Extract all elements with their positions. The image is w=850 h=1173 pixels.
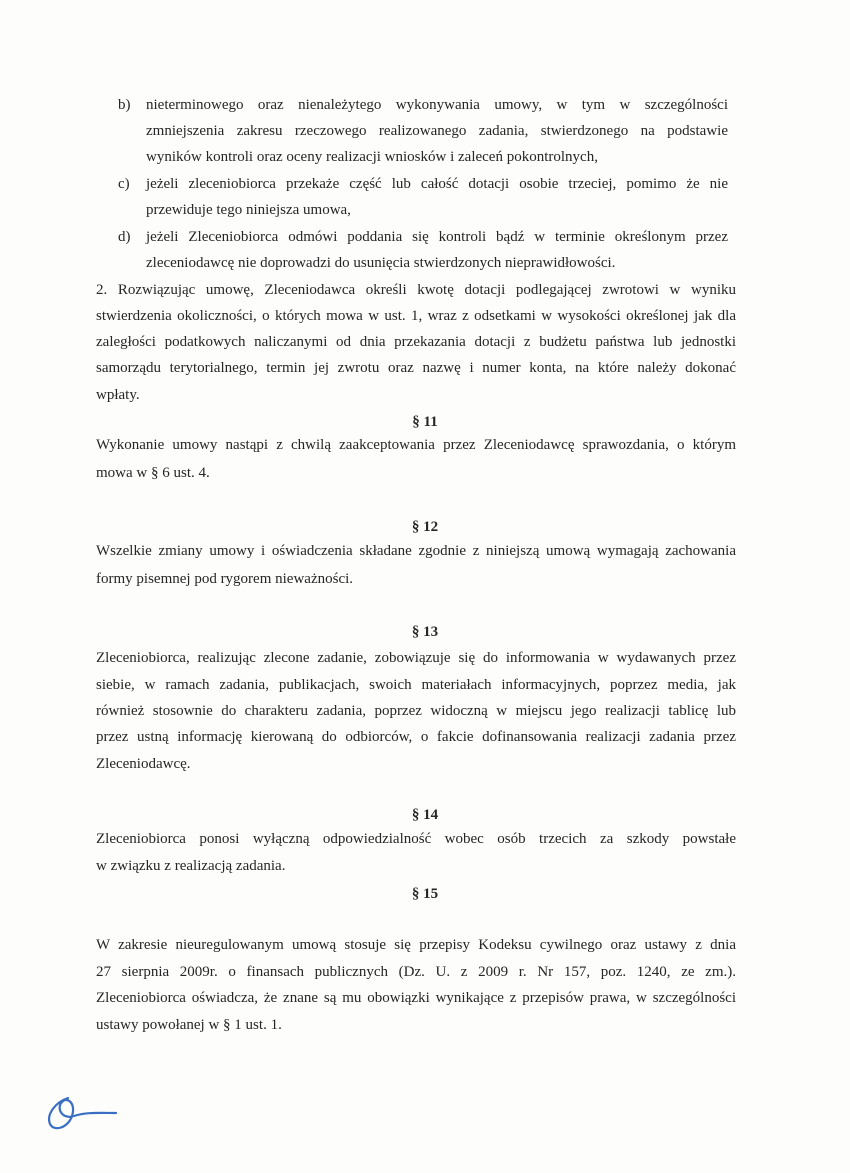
section-15-line-1: W zakresie nieuregulowanym umową stosuje się przepisy Kodeksu cywilnego oraz ustawy z dnia xyxy=(96,937,736,953)
section-heading-11: § 11 xyxy=(412,414,438,430)
item-marker-d: d) xyxy=(118,229,131,245)
section-13-line-4: przez ustną informację kierowaną do odbiorców, o fakcie dofinansowania realizacji zadania przez xyxy=(96,729,736,745)
section-heading-14: § 14 xyxy=(411,807,439,823)
item-d-line-2: zleceniodawcę nie doprowadzi do usunięcia stwierdzonych nieprawidłowości. xyxy=(146,255,616,271)
item-b-line-2: zmniejszenia zakresu rzeczowego realizowanego zadania, stwierdzonego na podstawie xyxy=(146,123,728,139)
section-heading-12: § 12 xyxy=(411,519,439,535)
item-b-line-3: wyników kontroli oraz oceny realizacji wniosków i zaleceń pokontrolnych, xyxy=(146,149,598,165)
item-c-line-2: przewiduje tego niniejsza umowa, xyxy=(146,202,351,218)
section-11-line-1: Wykonanie umowy nastąpi z chwilą zaakceptowania przez Zleceniodawcę sprawozdania, o którym xyxy=(96,437,736,453)
section-11-line-2: mowa w § 6 ust. 4. xyxy=(96,465,210,481)
item-d-line-1: jeżeli Zleceniobiorca odmówi poddania się kontroli bądź w terminie określonym przez xyxy=(146,229,728,245)
section-14-line-1: Zleceniobiorca ponosi wyłączną odpowiedzialność wobec osób trzecich za szkody powstałe xyxy=(96,831,736,847)
handwritten-signature xyxy=(38,1080,128,1140)
section-heading-15: § 15 xyxy=(411,886,439,902)
para2-line-5: wpłaty. xyxy=(96,387,140,403)
item-b-line-1: nieterminowego oraz nienależytego wykonywania umowy, w tym w szczególności xyxy=(146,97,728,113)
para2-line-2: stwierdzenia okoliczności, o których mowa w ust. 1, wraz z odsetkami w wysokości określonej jak dla xyxy=(96,308,736,324)
section-13-line-2: siebie, w ramach zadania, publikacjach, swoich materiałach informacyjnych, poprzez media, jak xyxy=(96,677,736,693)
section-15-line-4: ustawy powołanej w § 1 ust. 1. xyxy=(96,1017,282,1033)
section-15-line-2: 27 sierpnia 2009r. o finansach publicznych (Dz. U. z 2009 r. Nr 157, poz. 1240, ze zm.). xyxy=(96,964,736,980)
item-marker-b: b) xyxy=(118,97,131,113)
section-12-line-1: Wszelkie zmiany umowy i oświadczenia składane zgodnie z niniejszą umową wymagają zachowania xyxy=(96,543,736,559)
item-c-line-1: jeżeli zleceniobiorca przekaże część lub całość dotacji osobie trzeciej, pomimo że nie xyxy=(146,176,728,192)
section-15-line-3: Zleceniobiorca oświadcza, że znane są mu obowiązki wynikające z przepisów prawa, w szczególności xyxy=(96,990,736,1006)
item-marker-c: c) xyxy=(118,176,130,192)
section-13-line-1: Zleceniobiorca, realizując zlecone zadanie, zobowiązuje się do informowania w wydawanych przez xyxy=(96,650,736,666)
section-13-line-3: również stosownie do charakteru zadania, poprzez widoczną w miejscu jego realizacji tablicę lub xyxy=(96,703,736,719)
section-14-line-2: w związku z realizacją zadania. xyxy=(96,858,286,874)
para2-line-3: zaległości podatkowych naliczanymi od dnia przekazania dotacji z budżetu państwa lub jednostki xyxy=(96,334,736,350)
section-13-line-5: Zleceniodawcę. xyxy=(96,756,191,772)
section-12-line-2: formy pisemnej pod rygorem nieważności. xyxy=(96,571,354,587)
para2-line-1: 2. Rozwiązując umowę, Zleceniodawca określi kwotę dotacji podlegającej zwrotowi w wyniku xyxy=(96,282,736,298)
para2-line-4: samorządu terytorialnego, termin jej zwrotu oraz nazwę i numer konta, na które należy dokonać xyxy=(96,360,736,376)
section-heading-13: § 13 xyxy=(411,624,439,640)
